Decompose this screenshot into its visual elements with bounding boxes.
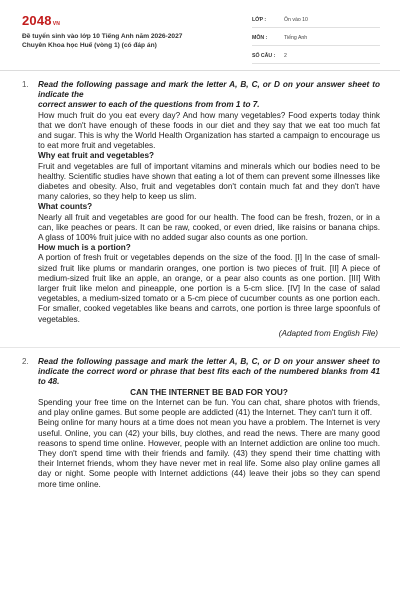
site-logo[interactable]: 2048VN (22, 13, 61, 28)
header-divider (0, 70, 400, 71)
meta-question-count: SỐ CÂU : 2 (252, 50, 380, 64)
passage-paragraph: A portion of fresh fruit or vegetables depends on the size of the food. [I] In the case of small-sized fruit like plums or mandarin oranges, one portion is two pieces of fruit. [II] A piece of medium-sized fruit like an apple, an orange, or a pear also counts as one portion. [III] With larger fruit like melon and pineapple, one portion is a 5-cm slice. [IV] In the case of salad vegetables, a medium-sized tomato or a 5-cm piece of cucumber counts as one portion each. For smaller, cooked vegetables like beans and carrots, one portion is three large spoonfuls of vegetables. (38, 253, 380, 324)
passage-heading: Why eat fruit and vegetables? (38, 151, 155, 161)
question-instruction: Read the following passage and mark the letter A, B, C, or D on your answer sheet to indicate the correct word or phrase that best fits each of the numbered blanks from 41 to 48. (38, 357, 380, 387)
question-2 (0, 357, 400, 490)
passage-heading: What counts? (38, 202, 93, 212)
meta-class: LỚP : Ôn vào 10 (252, 14, 380, 28)
passage-source: (Adapted from English File) (278, 328, 378, 338)
question-instruction: Read the following passage and mark the letter A, B, C, or D on your answer sheet to indicate the correct answer to each of the questions from from 1 to 7. (38, 80, 380, 110)
exam-meta (252, 14, 380, 68)
passage-heading: How much is a portion? (38, 243, 131, 253)
exam-title: Đề tuyển sinh vào lớp 10 Tiếng Anh năm 2026-2027 Chuyên Khoa học Huế (vòng 1) (có đáp án) (22, 33, 183, 49)
document-header (0, 0, 400, 68)
passage-intro: How much fruit do you eat every day? And how many vegetables? Food experts today think that we don't have enough of these foods in our diet and they say that we eat too much fat and sugar. This is why the World Health Organization has started a campaign to encourage us to eat more fruit and vegetables. (38, 110, 380, 151)
question-separator (0, 347, 400, 348)
question-number: 1. (22, 80, 29, 89)
passage-paragraph: Fruit and vegetables are full of important vitamins and minerals which our bodies need to be healthy. Scientific studies have shown that eating a lot of them can prevent some illnesses like diabetes and obesity. Also, fruit and vegetables don't contain much fat and they don't have many calories, so they help to keep us slim. (38, 161, 380, 202)
passage-title: CAN THE INTERNET BE BAD FOR YOU? (130, 387, 288, 397)
questions-list (0, 80, 400, 498)
question-number: 2. (22, 357, 29, 367)
passage-paragraph: Spending your free time on the Internet can be fun. You can chat, share photos with friends, and play online games. But some people are addicted (41) the Internet. They can't turn it off. (38, 397, 380, 418)
passage-paragraph: Nearly all fruit and vegetables are good for our health. The food can be fresh, frozen, or in a can, like peaches or pears. It can be raw, cooked, or even dried, like raisins or banana chips. A glass of 100% fruit juice with no added sugar also counts as one portion. (38, 212, 380, 243)
passage-paragraph: Being online for many hours at a time does not mean you have a problem. The Internet is very useful. Online, you can (42) your bills, buy clothes, and read the news. There are many good reasons to spend time online. However, people with an Internet addiction are online too much. They don't spend time with their friends and family. (43) they spend their time chatting with their Internet friends, whom they have never met in real life. Some also play online games all day or night. Some people with Internet addictions (44) leave their jobs so they can spend more time online. (38, 418, 380, 489)
meta-subject: MÔN : Tiếng Anh (252, 32, 380, 46)
question-1 (0, 80, 400, 339)
